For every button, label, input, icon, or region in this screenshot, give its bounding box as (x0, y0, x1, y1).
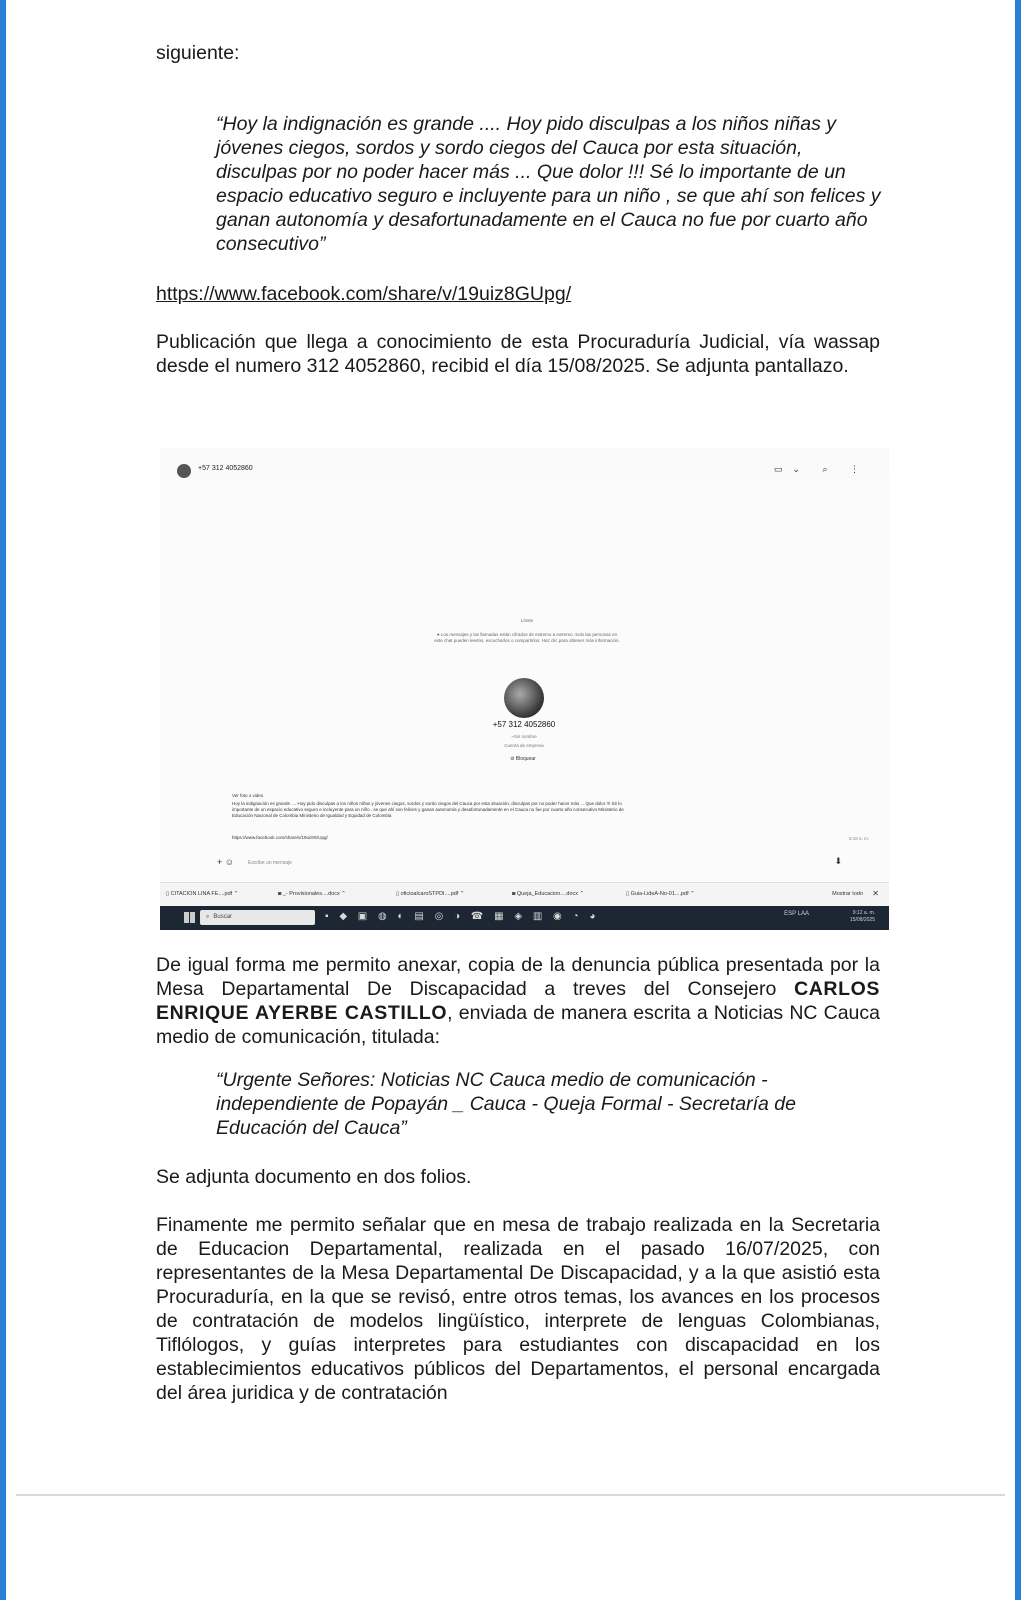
document-page (6, 0, 1015, 1600)
forwarded-message (232, 793, 632, 819)
message-link[interactable]: https://www.facebook.com/share/v/19uiz8GUpg/ (232, 835, 328, 840)
downloads-bar (160, 882, 889, 907)
pdf-icon: ▯ (396, 891, 401, 897)
search-icon: ⌕ (206, 914, 210, 920)
contact-avatar-small (177, 464, 191, 478)
taskbar-search[interactable]: ⌕ Buscar (200, 910, 315, 925)
facebook-link[interactable]: https://www.facebook.com/share/v/19uiz8GUpg/ (156, 283, 572, 305)
counselor-name: CARLOS ENRIQUE AYERBE CASTILLO (156, 978, 880, 1024)
facebook-quote: “Hoy la indignación es grande .... Hoy pido disculpas a los niños niñas y jóvenes ciegos, sordos y sordo ciegos del Cauca por esta situación, disculpas por no poder hacer más ... Que dolor !!! Sé lo importante de un espacio educativo seguro e incluyente para un niño , se que ahí son felices y ganan autonomía y desafortunadamente en el Cauca no fue por cuarto año consecutivo” (216, 113, 881, 255)
encryption-notice (432, 618, 622, 644)
message-time: 8:18 a. m. (848, 836, 869, 841)
contact-phone-small: +57 312 4052860 (198, 465, 253, 472)
notice-title: Límite (520, 618, 534, 623)
download-item[interactable]: ▯ CITACION LINA FE....pdf ⌃ (166, 891, 239, 897)
chat-header-icons[interactable]: ▭⌄ ⌕ ⋮ (773, 464, 869, 474)
taskbar-clock[interactable]: 9:12 a. m. 15/08/2025 (849, 910, 875, 923)
message-body: Hoy la indignación es grande .... Hoy pido disculpas a los niños niñas y jóvenes ciegos, sordos y sordo ciegos del Cauca por esta situación, disculpas por no poder hacer más ... Que dolor !!! Sé lo importante de un espacio educativo seguro e incluyente para un niño , se que ahí son felices y ganan autonomía y desafortunadamente en el Cauca no fue por cuarto año consecutivo Ministerio de Educación Nacional de Colombia Ministerio de Igualdad y Equidad de Colombia (232, 801, 624, 818)
message-header: Ver foto o video (232, 793, 264, 798)
contact-phone-large: +57 312 4052860 (492, 720, 556, 729)
publication-paragraph: Publicación que llega a conocimiento de esta Procuraduría Judicial, vía wassap desde el numero 312 4052860, recibid el día 15/08/2025. Se adjunta pantallazo. (156, 331, 880, 377)
word-icon: ◙ (512, 891, 517, 897)
chat-header (160, 448, 889, 478)
scroll-down-icon[interactable]: ⬇ (834, 856, 842, 866)
block-button[interactable]: ⊘ Bloquear (510, 756, 536, 762)
windows-start-icon[interactable] (184, 912, 195, 923)
compose-input[interactable]: Escribe un mensaje (248, 860, 292, 866)
pdf-icon: ▯ (626, 891, 631, 897)
contact-name-placeholder: ~Sin nombre (511, 734, 537, 739)
contact-account-type: Cuenta de empresa (504, 743, 544, 748)
contact-avatar-large (504, 678, 544, 718)
contact-subtitle (474, 732, 574, 750)
whatsapp-screenshot (160, 448, 889, 951)
final-paragraph: Finamente me permito señalar que en mesa de trabajo realizada en la Secretaria de Educacion Departamental, realizada en el pasado 16/07/2025, con representantes de la Mesa Departamental De Discapacidad, y a la que asistió esta Procuraduría, en la que se revisó, entre otros temas, los avances en los procesos de contratación de modelos lingüístico, interprete de lenguas Colombianas, Tiflólogos, y guías interpretes para estudiantes con discapacidad en los establecimientos educativos públicos del Departamentos, el personal encargada del área juridica y de contratación (156, 1214, 880, 1404)
show-all-downloads[interactable]: Mostrar todo (832, 891, 863, 897)
annex-paragraph: De igual forma me permito anexar, copia de la denuncia pública presentada por la Mesa Departamental De Discapacidad a treves del Consejero CARLOS ENRIQUE AYERBE CASTILLO, enviada de manera escrita a Noticias NC Cauca medio de comunicación, titulada: (156, 954, 880, 1048)
close-icon[interactable]: ✕ (872, 889, 879, 898)
notice-text: ● Los mensajes y las llamadas están cifrados de extremo a extremo. Solo las personas en este chat pueden leerlos, escucharlos o compartirlos. Haz clic para obtener más información. (434, 632, 620, 643)
compose-icons[interactable]: + ☺ (217, 857, 234, 867)
page-separator (16, 1494, 1005, 1496)
intro-word: siguiente: (156, 42, 240, 64)
taskbar-apps[interactable]: ▪ ◆ ▣ ◍ ◐ ▤ ◎ ◑ ☎ ▦ ◈ ▥ ◉ ◔ ◕ (325, 911, 600, 922)
download-item[interactable]: ▯ oficioalcaroSTPDI....pdf ⌃ (396, 891, 465, 897)
pdf-icon: ▯ (166, 891, 171, 897)
right-border (1015, 0, 1021, 1600)
windows-taskbar (160, 906, 889, 930)
download-item[interactable]: ◙ Queja_Educacion....docx ⌃ (512, 891, 585, 897)
download-item[interactable]: ▯ Guia-LideA-No-01....pdf ⌃ (626, 891, 695, 897)
download-item[interactable]: ◙ _- Provisionales....docx ⌃ (278, 891, 346, 897)
word-icon: ◙ (278, 891, 283, 897)
folios-paragraph: Se adjunta documento en dos folios. (156, 1166, 472, 1188)
tray-language[interactable]: ESP LAA (784, 911, 809, 917)
complaint-title-quote: “Urgente Señores: Noticias NC Cauca medio de comunicación - independiente de Popayán _ Cauca - Queja Formal - Secretaría de Educación del Cauca” (216, 1069, 796, 1139)
